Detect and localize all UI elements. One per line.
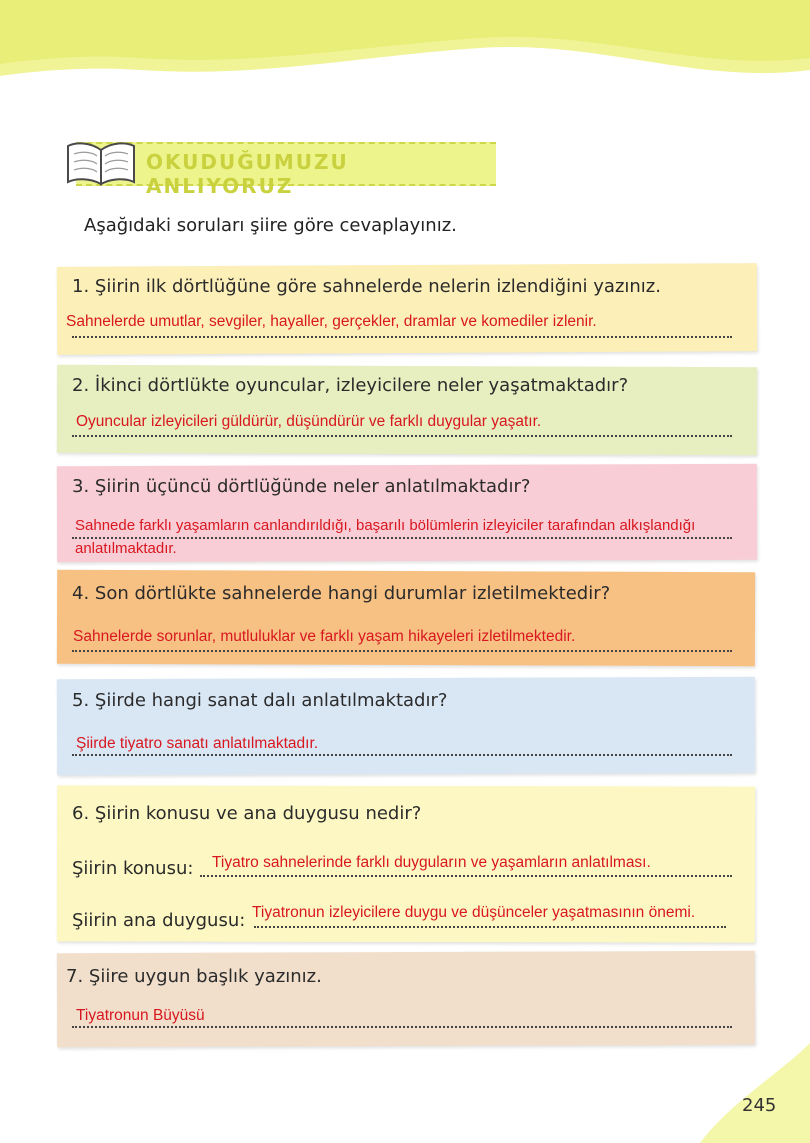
page-number: 245 [742, 1095, 777, 1116]
answer-line [200, 875, 732, 877]
answer-line [72, 336, 732, 338]
question-text: 7. Şiire uygun başlık yazınız. [66, 966, 322, 987]
answer-text: Şiirde tiyatro sanatı anlatılmaktadır. [76, 735, 319, 752]
question-text: 5. Şiirde hangi sanat dalı anlatılmaktadır? [72, 690, 448, 711]
question-text: 1. Şiirin ilk dörtlüğüne göre sahnelerde nelerin izlendiğini yazınız. [72, 276, 661, 297]
topic-label: Şiirin konusu: [72, 858, 194, 879]
open-book-icon [62, 132, 140, 190]
section-title: OKUDUĞUMUZU ANLIYORUZ [146, 150, 349, 198]
answer-text: Tiyatronun Büyüsü [76, 1007, 205, 1024]
page-corner-decoration [700, 1043, 810, 1143]
question-text: 2. İkinci dörtlükte oyuncular, izleyicilere neler yaşatmaktadır? [72, 375, 629, 396]
answer-text: Oyuncular izleyicileri güldürür, düşündürür ve farklı duygular yaşatır. [76, 413, 542, 430]
emotion-label: Şiirin ana duygusu: [72, 910, 246, 931]
emotion-answer: Tiyatronun izleyicilere duygu ve düşünceler yaşatmasının önemi. [252, 904, 696, 921]
question-text: 4. Son dörtlükte sahnelerde hangi durumlar izletilmektedir? [72, 583, 611, 604]
answer-text: Sahnede farklı yaşamların canlandırıldığı, başarılı bölümlerin izleyiciler tarafından alkışlandığı [75, 517, 696, 534]
section-banner [62, 136, 502, 198]
answer-line [72, 650, 732, 652]
answer-line [254, 926, 726, 928]
answer-text: Sahnelerde sorunlar, mutluluklar ve farklı yaşam hikayeleri izletilmektedir. [73, 628, 576, 645]
answer-line [72, 435, 732, 437]
question-text: 6. Şiirin konusu ve ana duygusu nedir? [72, 803, 422, 824]
answer-text: Sahnelerde umutlar, sevgiler, hayaller, gerçekler, dramlar ve komediler izlenir. [66, 313, 597, 330]
topic-answer: Tiyatro sahnelerinde farklı duyguların ve yaşamların anlatılması. [212, 854, 651, 871]
answer-line [72, 754, 732, 756]
instruction-text: Aşağıdaki soruları şiire göre cevaplayınız. [84, 215, 457, 236]
top-wave-decoration [0, 0, 810, 100]
answer-text-continued: anlatılmaktadır. [75, 540, 177, 557]
answer-line [72, 1026, 732, 1028]
question-text: 3. Şiirin üçüncü dörtlüğünde neler anlatılmaktadır? [72, 476, 531, 497]
answer-line [72, 537, 732, 539]
